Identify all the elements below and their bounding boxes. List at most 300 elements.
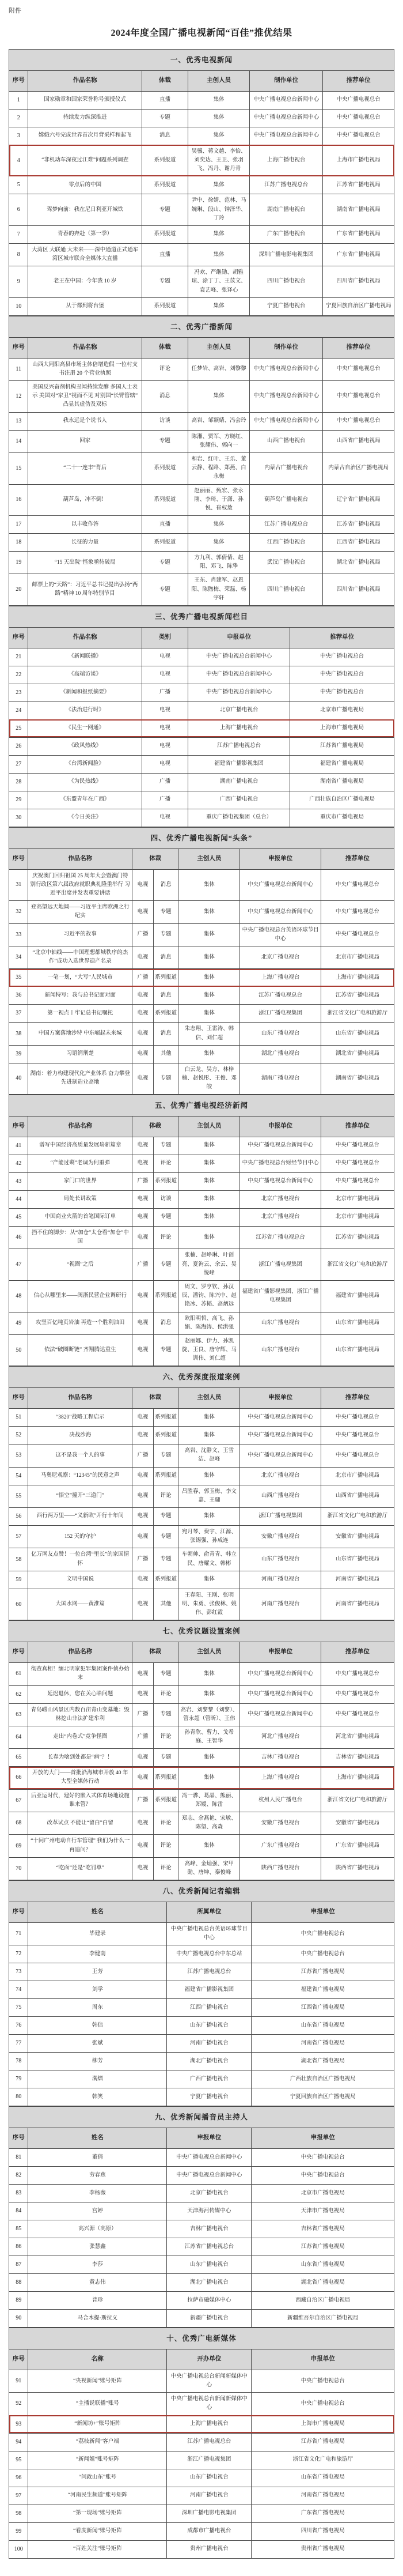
cell: “看度新闻”账号矩阵 [28,2522,167,2540]
cell: 中央广播电视总台 [321,1427,394,1444]
cell: 周东 [28,1999,167,2017]
cell: 邮票上的“天路”：习近平总书记提出弘扬“两路”精神 10 周年特别节目 [28,574,142,606]
table-row [9,2070,394,2088]
column-header: 申报单位 [252,1902,394,1923]
cell: 冯一骅、葛晶、熊丽、郑嫒、陈雷 [178,1789,240,1812]
cell: 电视 [132,1409,154,1427]
cell: 中央广播电视总台英语环球节目中心 [240,923,321,946]
cell: 高岩、刘黎黎（刘黎）、管永超（管昕）、王伟 [178,1703,240,1726]
cell: 系列报道 [153,1789,178,1812]
cell: 山东广播电视台 [240,1023,321,1045]
cell: 广东省广播电视局 [321,1835,394,1857]
cell: 中央广播电视总台 [290,666,394,684]
table-row [9,109,394,127]
cell: 广东省广播电视局 [252,2505,394,2522]
tables-container [9,49,394,2559]
cell: 习近平的故事 [28,923,132,946]
cell: 广东广播电视台 [250,225,323,243]
cell: 广播 [132,1444,154,1467]
cell: 普珍 [28,2292,167,2310]
section-band-row [9,827,394,848]
cell: 中央广播电视总台 [252,1922,394,1945]
column-header: 序号 [9,1642,28,1663]
column-header: 序号 [9,628,28,648]
table-row [9,648,394,666]
cell: 满熠 [28,2070,167,2088]
cell: 江苏省广播电视局 [321,987,394,1005]
cell-index: 30 [9,809,28,827]
cell: 嫦娥六号完成世界首次月背采样和起飞 [28,127,142,145]
column-header: 序号 [9,2128,28,2149]
table-row [9,1703,394,1726]
cell-index: 54 [9,1467,28,1485]
cell: 开放的大门——首批沿海城市开放 40 年大型全媒体行动 [28,1767,132,1789]
cell: 浙江省文化广电和旅游厅 [321,1249,394,1281]
table-row [9,452,394,484]
attachment-label: 附件 [9,7,21,14]
cell: 电视 [132,1526,154,1548]
cell: 其他 [153,1045,178,1063]
cell: 江苏省广播电视局 [323,516,394,534]
cell: 上海广播电视台 [240,969,321,987]
cell: 中央广播电视总台 [323,127,394,145]
cell: 北京广播电视台 [240,946,321,968]
cell: “百姓关注”账号矩阵 [28,2540,167,2558]
table-row [9,2167,394,2185]
cell-index: 65 [9,1749,28,1767]
table-row [9,684,394,701]
section-band-row [9,1367,394,1388]
cell: 电视 [132,1467,154,1485]
cell: 访谈 [153,1191,178,1209]
cell: 访谈 [142,412,188,430]
cell: 评论 [153,1857,178,1880]
cell: 《新闻联播》 [28,648,142,666]
cell-index: 4 [9,145,28,176]
table-row [9,91,394,109]
cell: 中央广播电视总台新闻中心 [250,109,323,127]
cell-index: 76 [9,2017,28,2035]
cell: “第一现场”账号矩阵 [28,2505,167,2522]
table-row [9,2149,394,2167]
cell-index: 5 [9,176,28,194]
cell-index: 95 [9,2451,28,2469]
table-row [9,2505,394,2522]
cell: 中央广播电视总台新闻中心 [250,381,323,413]
table-row [9,701,394,719]
cell: 决战沙海 [28,1427,132,1444]
section-band-row [9,2107,394,2128]
cell: 江西广播电视台 [250,534,323,552]
cell: 亿万网友点赞！一位台湾“里长”的家国情怀 [28,1548,132,1571]
cell-index: 80 [9,2088,28,2106]
cell: 集体 [188,91,250,109]
table-row [9,1312,394,1334]
cell: 山东广播电视台 [167,2017,252,2035]
cell: 广播 [132,923,154,946]
cell-index: 34 [9,946,28,968]
column-header: 推荐单位 [321,848,394,869]
cell: 新疆维吾尔自治区广播电视局 [252,2310,394,2328]
cell: 评论 [153,1812,178,1835]
cell-index: 10 [9,297,28,315]
cell: 电视 [132,1767,154,1789]
column-header: 姓名 [28,2128,167,2149]
cell: 劳春燕 [28,2167,167,2185]
cell: 北京广播电视台 [188,701,290,719]
table-row [9,791,394,809]
cell: 电视 [132,1063,154,1095]
cell: 湖南广播电视台 [250,194,323,226]
cell-index: 18 [9,534,28,552]
cell: 专题 [153,1063,178,1095]
table-row [9,266,394,298]
table-row [9,1467,394,1485]
cell: 集体 [178,946,240,968]
cell-index: 24 [9,701,28,719]
cell: 回家 [28,430,142,452]
table-row-highlighted [9,1767,394,1789]
cell: 集体 [178,1209,240,1227]
section-band-row [9,1881,394,1902]
cell: 电视 [132,1045,154,1063]
cell: 集体 [178,1005,240,1023]
column-header: 作品名称 [28,1117,132,1137]
column-header-row [9,2128,394,2149]
table-row [9,534,394,552]
cell: 北京市广播电视局 [321,1209,394,1227]
table-row [9,2035,394,2053]
cell: 电视 [132,1508,154,1526]
cell: 中央广播电视总台新闻中心 [188,666,290,684]
cell: 中央广播电视总台 [290,684,394,701]
cell: 系列报道 [142,145,188,176]
cell: 系列报道 [142,534,188,552]
cell: 我永远是个说书人 [28,412,142,430]
cell: 专题 [142,266,188,298]
cell: 集体 [188,127,250,145]
column-header: 作品名称 [28,848,132,869]
cell: 集体 [188,176,250,194]
cell-index: 46 [9,1227,28,1249]
cell: 高岩、邹颖婧、冯会玲 [188,412,250,430]
cell: 广播 [132,1173,154,1191]
cell-index: 21 [9,648,28,666]
cell: 江苏省广播电视局 [252,2433,394,2451]
cell: 郑志、余燕艳、宋敏、陈望、高森 [178,1812,240,1835]
column-header: 主创人员 [178,1642,240,1663]
section-heading: 八、优秀新闻记者编辑 [9,1881,394,1902]
cell: 中央广播电视总台英语环球节目中心 [167,1922,252,1945]
column-header: 申报单位 [240,1642,321,1663]
cell-index: 97 [9,2487,28,2505]
cell: 广西广播电视台 [167,2070,252,2088]
cell: 福建省广播电视局 [252,1981,394,1999]
cell: 王东、肖建军、赵恩阳、陈煦梅、荣磊、杨宇轩 [188,574,250,606]
cell: 专题 [142,430,188,452]
table-row [9,2451,394,2469]
cell: “悟空”撞开“三道门” [28,1485,132,1507]
section-heading: 六、优秀深度报道案例 [9,1367,394,1388]
table-row [9,2017,394,2035]
column-header: 体裁 [132,1117,178,1137]
table-row [9,2469,394,2487]
cell: 集体 [178,969,240,987]
column-header: 推荐单位 [323,337,394,358]
cell: 吉林省广播电视局 [321,1749,394,1767]
cell-index: 32 [9,901,28,923]
cell: 集体 [188,109,250,127]
cell: 浙江省文化广电和旅游厅 [321,1789,394,1812]
cell-index: 45 [9,1209,28,1227]
cell: 尹中、徐婧、范林、马婉琳、段山、钟泽华、丁玲 [188,194,250,226]
cell: 北京市广播电视局 [321,1467,394,1485]
cell: 北京市广播电视局 [321,1191,394,1209]
cell: 电视 [132,1685,154,1703]
cell: 老王在中国：今年我 10 岁 [28,266,142,298]
column-header: 申报单位 [188,628,290,648]
cell: 广播 [142,791,188,809]
cell: 江苏广播电视总台 [250,516,323,534]
cell-index: 69 [9,1835,28,1857]
cell-index: 39 [9,1045,28,1063]
cell: 湖北省广播电视局 [321,1045,394,1063]
cell-index: 16 [9,484,28,516]
cell-index: 82 [9,2167,28,2185]
cell: 中央广播电视总台新闻中心 [240,869,321,901]
cell-index: 26 [9,737,28,755]
cell: 青岛崂山风景区内数百亩青山变墓地：毁林挖山非法扩建牟利 [28,1703,132,1726]
cell-index: 15 [9,452,28,484]
cell: 集体 [178,1155,240,1173]
cell: 浙江广播电视集团 [240,1508,321,1526]
cell: 专题 [153,1548,178,1571]
cell: 广播 [132,1249,154,1281]
cell: 直播 [142,243,188,266]
cell-index: 70 [9,1857,28,1880]
cell-index: 99 [9,2522,28,2540]
cell-index: 52 [9,1427,28,1444]
cell: 专题 [153,1137,178,1155]
cell: 福建省广播电视局 [321,1280,394,1312]
cell: 柳芳 [28,2053,167,2070]
cell: 山西省广播电视局 [323,430,394,452]
cell: 吕胜春、郭玉梅、李文嘉、王翮 [178,1485,240,1507]
cell: 集体 [178,1137,240,1155]
cell: 吉林广播电视台 [167,2220,252,2238]
cell: 河北省广播电视局 [321,1726,394,1748]
cell: 《东盟青年在广西》 [28,791,142,809]
cell: 北京广播电视台 [167,2185,252,2202]
table-row [9,297,394,315]
cell: 湖北广播电视台 [167,2274,252,2292]
cell: 中央广播电视总台新闻中心 [240,1444,321,1467]
table-row [9,1571,394,1589]
cell: 浙江省文化广电和旅游厅 [252,2451,394,2469]
cell: 专题 [142,194,188,226]
cell-index: 55 [9,1485,28,1507]
column-header-row [9,1388,394,1409]
cell: 董倩 [28,2149,167,2167]
cell: 王芳 [28,1963,167,1981]
cell: 湖北省广播电视局 [252,2274,394,2292]
cell-index: 44 [9,1191,28,1209]
cell: 新闻特写：我与总书记面对面 [28,987,132,1005]
cell: 广西壮族自治区广播电视局 [252,2070,394,2088]
section-heading: 二、优秀广播新闻 [9,316,394,337]
cell: 湖北省广播电视局 [252,2053,394,2070]
table-row [9,2292,394,2310]
cell: 中央广播电视总台新闻中心 [240,1173,321,1191]
cell: 张楠、赵峥琳、叶创亮、夏洵云、余云、吴悦峰 [178,1249,240,1281]
cell: 消息 [153,987,178,1005]
cell: 专题 [153,901,178,923]
cell: 集体 [178,1409,240,1427]
cell: 安徽广播电视台 [240,1812,321,1835]
cell: 中央广播电视总台新闻中心 [250,127,323,145]
cell: 安徽广播电视台 [240,1526,321,1548]
cell: 系列报道 [142,297,188,315]
cell-index: 62 [9,1685,28,1703]
cell: 广西壮族自治区广播电视局 [290,791,394,809]
cell: 电视 [142,719,188,737]
cell: 后亚运时代，建好的嵌入式体育场地设施谁来管？ [28,1789,132,1812]
cell: “视圈”之后 [28,1249,132,1281]
cell: 江苏省广播电视局 [252,2238,394,2256]
cell: “二十一连丰”背后 [28,452,142,484]
cell: 集体 [188,225,250,243]
cell: 集体 [178,1227,240,1249]
cell: 宫婷 [28,2202,167,2220]
cell: 中国方案落地沙特 中东崛起未来城 [28,1023,132,1045]
cell: 系列报道 [153,1005,178,1023]
cell-index: 74 [9,1981,28,1999]
cell: 四川广播电视台 [250,574,323,606]
cell: 江苏广播电视总台 [167,1963,252,1981]
cell: 任梦岩、高岩、刘黎黎 [188,358,250,380]
column-header: 体裁 [142,337,188,358]
cell: 《高端访谈》 [28,666,142,684]
table-row [9,1508,394,1526]
cell: 走出“内卷式”竞争怪圈 [28,1726,132,1748]
column-header: 体裁 [132,1642,178,1663]
cell: 中央广播电视总台新闻新媒体中心 [167,2393,252,2415]
cell: 家门口的世界 [28,1173,132,1191]
cell: 庆祝澳门回归祖国 25 周年大会暨澳门特别行政区第六届政府就职典礼隆重举行 习近平出席并发表重要讲话 [28,869,132,901]
cell: 集体 [178,1571,240,1589]
cell-index: 84 [9,2202,28,2220]
cell: 中央广播电视总台新闻中心 [240,901,321,923]
cell: 专题 [153,1749,178,1767]
cell: 电视 [132,1334,154,1366]
cell-index: 77 [9,2035,28,2053]
cell: 深圳广播电影电视集团 [167,2505,252,2522]
cell: 中央广播电视总台新闻中心 [188,684,290,701]
cell: 江西广播电视台 [167,1999,252,2017]
cell: 高兴源（高原） [28,2220,167,2238]
cell: 山东省广播电视局 [321,1548,394,1571]
cell: 高岩、沈静文、王雪洁、赵峰 [178,1444,240,1467]
cell-index: 86 [9,2238,28,2256]
cell-index: 42 [9,1155,28,1173]
cell: 中央广播电视总台新闻中心 [250,358,323,380]
cell: 集体 [178,1508,240,1526]
cell: 西藏自治区广播电视局 [252,2292,394,2310]
cell: 电视 [132,1191,154,1209]
cell: 福建省广播影视集团 [167,1981,252,1999]
page-title: 2024年度全国广播电视新闻“百佳”推优结果 [111,28,292,38]
cell: 中央广播电视总台中东总站 [167,1945,252,1963]
cell: 系列报道 [142,176,188,194]
cell-index: 81 [9,2149,28,2167]
cell: 陈湘、贾军、方晓红、张耀伟、郭向一 [188,430,250,452]
table-row [9,2220,394,2238]
cell: 张慧鑫 [28,2238,167,2256]
cell: 河南省广播电视局 [252,2035,394,2053]
cell: 广东省广播电视局 [323,225,394,243]
cell: 中央广播电视总台 [321,1663,394,1685]
cell: 局处长讲政策 [28,1191,132,1209]
cell: 深圳广播电影电视集团 [250,243,323,266]
cell: 中国商业火箭的首笔国际订单 [28,1209,132,1227]
table-row [9,2088,394,2106]
column-header: 类别 [142,628,188,648]
cell: 上海市广播电视局 [323,145,394,176]
cell: 《新闻和报纸摘要》 [28,684,142,701]
cell: 北京广播电视台 [240,1191,321,1209]
cell: 高峰、金灿强、宋甲勋、唐坤、秦俊峰 [178,1857,240,1880]
cell-index: 88 [9,2274,28,2292]
cell: 吴骥、蒋文越、李怡、刘奕达、王卫、张羽飞、冯丹、谢丹青 [188,145,250,176]
cell: 专题 [153,1663,178,1685]
cell: 湖北省广播电视局 [323,552,394,574]
table-row [9,1999,394,2017]
cell: 西行两万里——“义新欧”开行十年间 [28,1508,132,1526]
cell-index: 3 [9,127,28,145]
cell: 集体 [178,1173,240,1191]
column-header: 序号 [9,848,28,869]
cell: 中央广播电视总台 [290,648,394,666]
column-header: 序号 [9,337,28,358]
cell: 山东广播电视台 [167,2256,252,2274]
cell: 系列报道 [153,969,178,987]
cell: 江苏省广播电视总台 [240,1227,321,1249]
cell: 中央广播电视总台 [321,923,394,946]
cell: 直播 [142,91,188,109]
column-header: 推荐单位 [321,1388,394,1409]
cell: 系列报道 [153,1467,178,1485]
cell: 广西广播电视台 [188,791,290,809]
cell: 中央广播电视总台新闻中心 [240,1663,321,1685]
column-header: 体裁 [142,71,188,92]
cell-index: 37 [9,1005,28,1023]
cell: 浙江广播电视集团 [240,1249,321,1281]
cell: 广东省广播电视局 [323,243,394,266]
cell: 江苏广播电视总台 [188,737,290,755]
column-header: 推荐单位 [321,1117,394,1137]
table-row [9,1835,394,1857]
cell-index: 14 [9,430,28,452]
cell: 江苏广播电视总台 [167,2433,252,2451]
cell: 山东广播电视台 [167,2469,252,2487]
cell: 朱志翔、王雷涛、韩信、刘仁超 [178,1023,240,1045]
cell: 陕西省广播电视局 [321,1857,394,1880]
cell: 集体 [178,1685,240,1703]
cell: 中央广播电视总台 [252,2149,394,2167]
section-band-row [9,2328,394,2349]
cell: “问政山东”账号 [28,2469,167,2487]
cell-index: 40 [9,1063,28,1095]
